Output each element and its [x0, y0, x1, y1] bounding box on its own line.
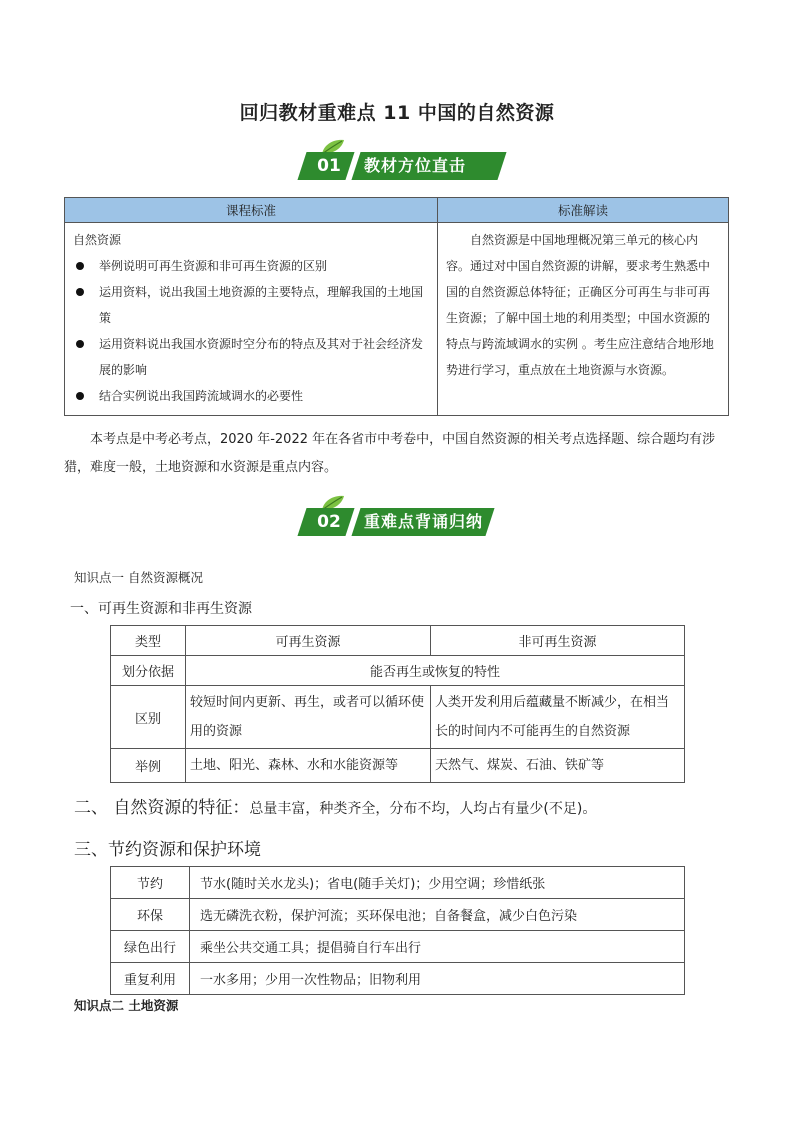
conservation-table: [110, 866, 685, 995]
header-nonrenewable: 非可再生资源: [431, 626, 685, 656]
row-key: 节约: [111, 867, 190, 899]
header-renewable: 可再生资源: [186, 626, 431, 656]
standards-category: 自然资源: [73, 233, 122, 247]
list-item: 运用资料，说出我国土地资源的主要特点，理解我国的土地国策: [73, 279, 429, 331]
knowledge-point-2: 知识点二 土地资源: [74, 998, 179, 1013]
interpretation-cell: [438, 223, 729, 416]
header-interpretation: 标准解读: [438, 198, 729, 223]
row-value: 节水(随时关水龙头)；省电(随手关灯)；少用空调；珍惜纸张: [190, 867, 685, 899]
example-nonrenewable: 天然气、煤炭、石油、铁矿等: [431, 749, 685, 783]
section1-heading: 一、可再生资源和非再生资源: [70, 601, 252, 617]
example-renewable: 土地、阳光、森林、水和水能资源等: [186, 749, 431, 783]
banner-label: 教材方位直击: [364, 156, 467, 175]
diff-renewable: 较短时间内更新、再生，或者可以循环使用的资源: [186, 686, 431, 749]
banner-number: 02: [317, 512, 341, 532]
banner-label: 重难点背诵归纳: [364, 512, 484, 531]
standards-list: [73, 253, 429, 409]
row-key: 环保: [111, 899, 190, 931]
interpretation-text: 自然资源是中国地理概况第三单元的核心内容。通过对中国自然资源的讲解，要求考生熟悉中国的自然资源总体特征；正确区分可再生与非可再生资源；了解中国土地的利用类型；中国水资源的特点与跨流域调水的实例 。考生应注意结合地形地势进行学习，重点放在土地资源与水资源。: [446, 233, 714, 377]
standards-table: [64, 197, 729, 416]
header-standards: 课程标准: [65, 198, 438, 223]
row-value: 一水多用；少用一次性物品；旧物利用: [190, 963, 685, 995]
section3-heading: 三、节约资源和保护环境: [74, 840, 261, 860]
section2-text: 总量丰富，种类齐全，分布不均，人均占有量少(不足)。: [249, 801, 597, 817]
table-row: [111, 899, 685, 931]
row-value: 乘坐公共交通工具；提倡骑自行车出行: [190, 931, 685, 963]
basis-label: 划分依据: [111, 656, 186, 686]
example-label: 举例: [111, 749, 186, 783]
list-item: 结合实例说出我国跨流域调水的必要性: [73, 383, 429, 409]
diff-label: 区别: [111, 686, 186, 749]
section-banner-02: [298, 494, 498, 540]
table-row: [111, 963, 685, 995]
diff-nonrenewable: 人类开发利用后蕴藏量不断减少，在相当长的时间内不可能再生的自然资源: [431, 686, 685, 749]
row-value: 选无磷洗衣粉，保护河流；买环保电池；自备餐盒，减少白色污染: [190, 899, 685, 931]
row-key: 绿色出行: [111, 931, 190, 963]
knowledge-point-1: 知识点一 自然资源概况: [74, 570, 203, 585]
row-key: 重复利用: [111, 963, 190, 995]
list-item: 运用资料说出我国水资源时空分布的特点及其对于社会经济发展的影响: [73, 331, 429, 383]
table-row: [111, 931, 685, 963]
page-title: 回归教材重难点 11 中国的自然资源: [239, 102, 555, 124]
basis-value: 能否再生或恢复的特性: [186, 656, 685, 686]
header-type: 类型: [111, 626, 186, 656]
banner-number: 01: [317, 156, 341, 176]
section-banner-01: [298, 138, 508, 184]
table-row: [111, 867, 685, 899]
intro-paragraph: 本考点是中考必考点，2020 年-2022 年在各省市中考卷中，中国自然资源的相关考点选择题、综合题均有涉猎，难度一般，土地资源和水资源是重点内容。: [64, 432, 716, 475]
section2-title: 二、 自然资源的特征：: [74, 798, 250, 818]
section2-heading: [74, 793, 596, 818]
resource-table: [110, 625, 685, 783]
list-item: 举例说明可再生资源和非可再生资源的区别: [73, 253, 429, 279]
standards-cell: [65, 223, 438, 416]
